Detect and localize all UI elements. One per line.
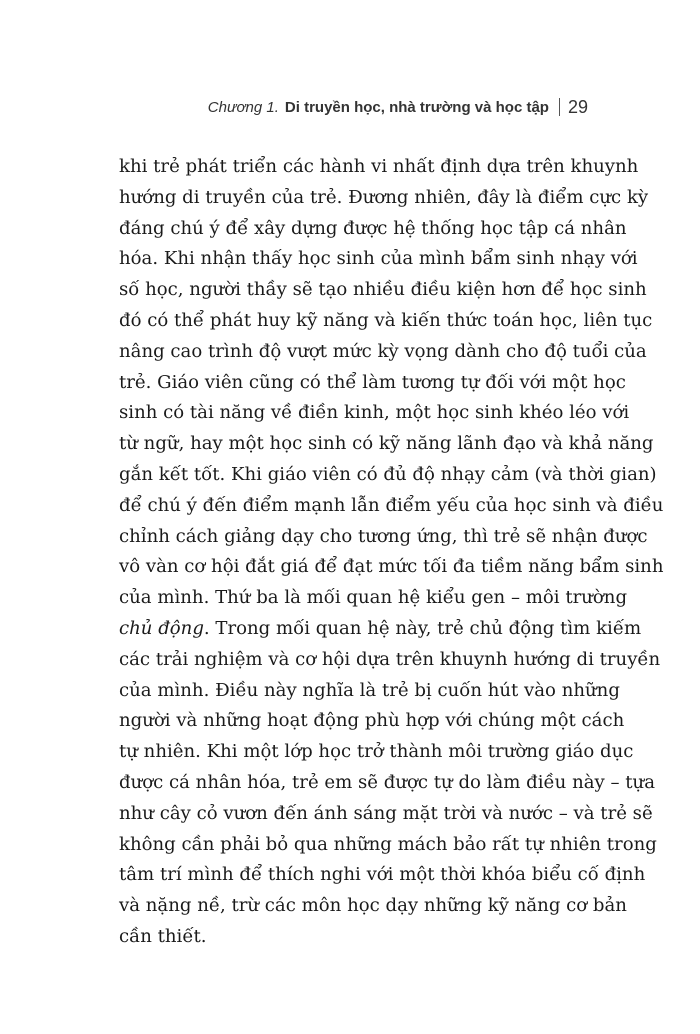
text-line: sinh có tài năng về điền kinh, một học sinh khéo léo với [119,402,630,424]
page-number: 29 [567,96,588,117]
text-line: tự nhiên. Khi một lớp học trở thành môi trường giáo dục [119,741,634,763]
text-line: của mình. Điều này nghĩa là trẻ bị cuốn hút vào những [119,679,620,701]
body-paragraph [119,152,664,953]
text-line: số học, người thầy sẽ tạo nhiều điều kiện hơn để học sinh [119,279,647,301]
text-line: hướng di truyền của trẻ. Đương nhiên, đây là điểm cực kỳ [119,186,649,208]
text-line: các trải nghiệm và cơ hội dựa trên khuynh hướng di truyền [119,648,661,670]
text-line: trẻ. Giáo viên cũng có thể làm tương tự đối với một học [119,371,626,393]
text-line: của mình. Thứ ba là mối quan hệ kiểu gen – môi trường [119,587,628,609]
running-header [208,94,588,120]
chapter-label: Chương 1. [207,98,279,116]
text-line: tâm trí mình để thích nghi với một thời khóa biểu cố định [119,864,646,886]
header-divider [559,98,560,116]
text-line-last: cần thiết. [119,925,207,947]
text-line: chỉnh cách giảng dạy cho tương ứng, thì trẻ sẽ nhận được [119,525,648,547]
chapter-title: Di truyền học, nhà trường và học tập [284,98,549,116]
text-line: đáng chú ý để xây dựng được hệ thống học tập cá nhân [119,217,627,239]
text-line: khi trẻ phát triển các hành vi nhất định dựa trên khuynh [119,156,639,177]
text-line: như cây cỏ vươn đến ánh sáng mặt trời và nước – và trẻ sẽ [119,802,653,824]
text-line: không cần phải bỏ qua những mách bảo rất tự nhiên trong [119,833,657,855]
text-line: để chú ý đến điểm mạnh lẫn điểm yếu của học sinh và điều [119,494,664,516]
text-line: được cá nhân hóa, trẻ em sẽ được tự do làm điều này – tựa [119,771,655,793]
text-line: người và những hoạt động phù hợp với chúng một cách [119,710,625,732]
text-line: và nặng nề, trừ các môn học dạy những kỹ năng cơ bản [119,895,627,917]
text-line: từ ngữ, hay một học sinh có kỹ năng lãnh đạo và khả năng [119,433,654,455]
text-line: vô vàn cơ hội đắt giá để đạt mức tối đa tiềm năng bẩm sinh [119,556,664,578]
emphasized-term: chủ động [119,617,204,639]
text-line: đó có thể phát huy kỹ năng và kiến thức toán học, liên tục [119,309,653,331]
text-line-rest: . Trong mối quan hệ này, trẻ chủ động tìm kiếm [203,617,642,639]
text-line: nâng cao trình độ vượt mức kỳ vọng dành cho độ tuổi của [119,340,647,362]
text-line-emphasis [119,614,642,645]
text-line: gắn kết tốt. Khi giáo viên có đủ độ nhạy cảm (và thời gian) [119,463,657,485]
text-line: hóa. Khi nhận thấy học sinh của mình bẩm sinh nhạy với [119,248,638,270]
